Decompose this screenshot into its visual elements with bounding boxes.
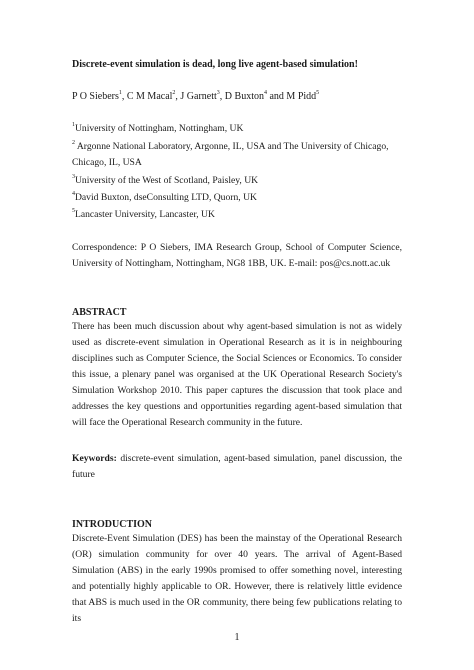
introduction-heading: INTRODUCTION [72, 519, 153, 530]
page-number: 1 [234, 632, 240, 643]
correspondence: Correspondence: P O Siebers, IMA Research Group, School of Computer Science, University of Nottingham, Nottingham, NG8 1BB, UK. E-mail: pos@cs.nott.ac.uk [72, 242, 402, 269]
keywords-text: discrete-event simulation, agent-based simulation, panel discussion, the future [72, 453, 402, 480]
affiliation: $^2$ Argonne National Laboratory, Argonne, IL, USA and The University of Chicago, Chicago, IL, USA [72, 140, 389, 168]
keywords-label: Keywords: [72, 453, 117, 464]
affiliation: $^3$University of the West of Scotland, Paisley, UK [72, 174, 259, 186]
introduction-text: Discrete-Event Simulation (DES) has been the mainstay of the Operational Research (OR) simulation community for over 40 years. The arrival of Agent-Based Simulation (ABS) in the early 1990s promised to offer something novel, interesting and potentially highly applicable to OR. However, there is relatively little evidence that ABS is much used in the OR community, there being few publications relating to its [72, 533, 402, 624]
abstract-heading: ABSTRACT [72, 307, 127, 318]
author: D Buxton$^4$ and [224, 90, 287, 102]
keywords [72, 451, 402, 483]
author: C M Macal$^2$, [126, 90, 181, 102]
affiliation-list [72, 122, 412, 225]
abstract-text: There has been much discussion about why agent-based simulation is not as widely used as discrete-event simulation in Operational Research as it is in neighbouring disciplines such as Computer Science, the Social Sciences or Economics. To consider this issue, a plenary panel was organised at the UK Operational Research Society's Simulation Workshop 2010. This paper captures the discussion that took place and addresses the key questions and opportunities regarding agent-based simulation that will face the Operational Research community in the future. [72, 321, 402, 428]
author: M Pidd$^5$ [286, 90, 320, 102]
affiliation: $^1$University of Nottingham, Nottingham, UK [72, 122, 244, 134]
author-list [72, 90, 319, 103]
affiliation: $^4$David Buxton, dseConsulting LTD, Quorn, UK [72, 191, 257, 203]
author: P O Siebers$^1$, [72, 90, 127, 102]
paper-title: Discrete-event simulation is dead, long live agent-based simulation! [72, 59, 358, 70]
affiliation: $^5$Lancaster University, Lancaster, UK [72, 208, 215, 220]
author: J Garnett$^3$, [180, 90, 225, 102]
